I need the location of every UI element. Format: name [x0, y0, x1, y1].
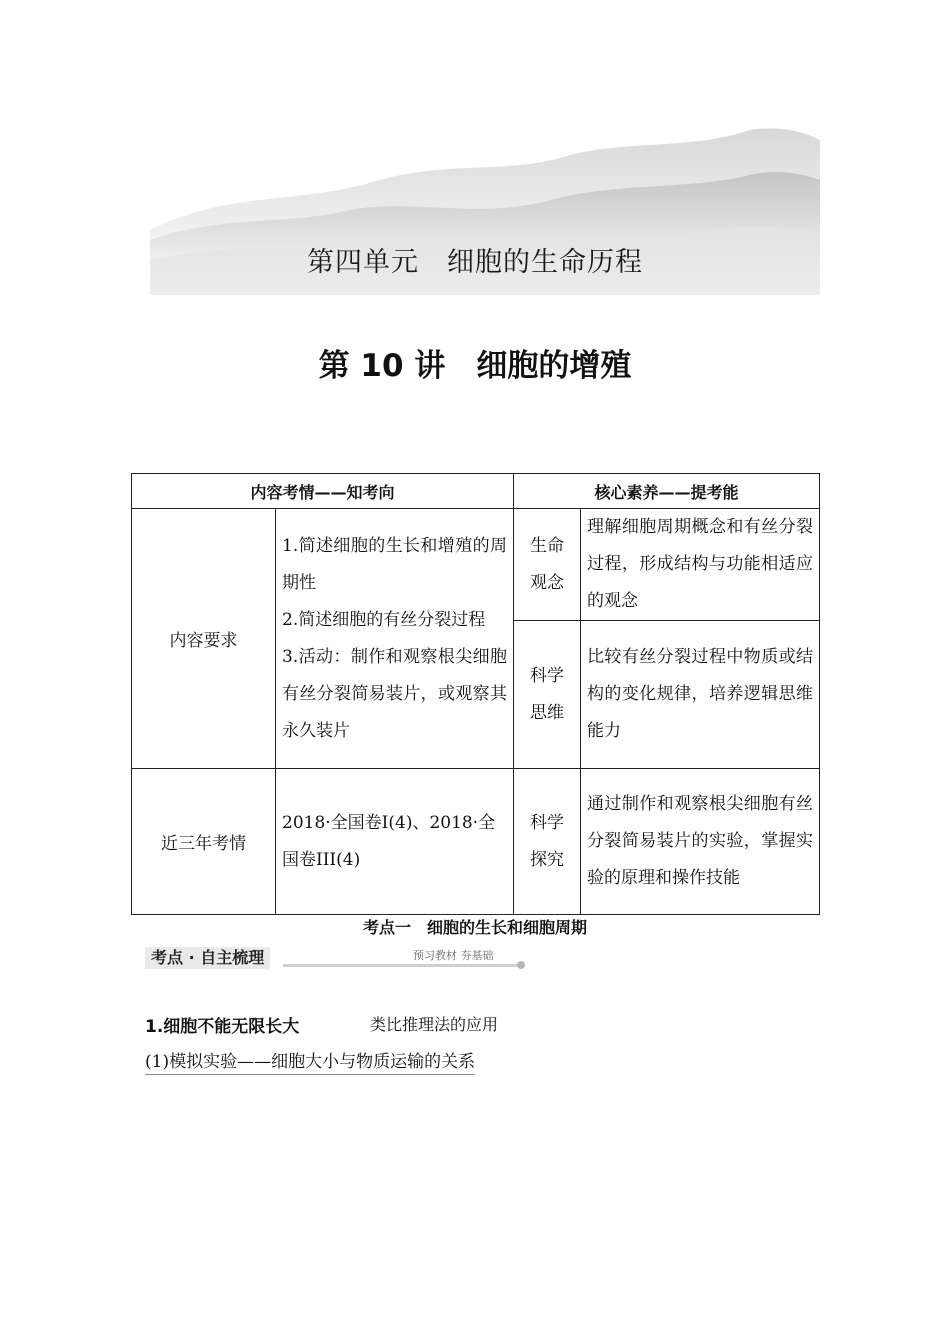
- recent-exams-text: 2018·全国卷Ⅰ(4)、2018·全国卷III(4): [276, 769, 514, 915]
- self-study-label: 考点 · 自主梳理: [145, 947, 270, 969]
- paragraph-heading: [145, 1012, 499, 1037]
- self-study-bar: [143, 945, 527, 973]
- unit-title: 第四单元 细胞的生命历程: [307, 247, 643, 278]
- self-study-subtitle: 预习教材 夯基础: [413, 949, 494, 962]
- overview-table: [131, 473, 820, 915]
- literacy-desc-scientific-inquiry: 通过制作和观察根尖细胞有丝分裂简易装片的实验，掌握实验的原理和操作技能: [581, 769, 820, 915]
- bar-divider: [283, 964, 519, 967]
- table-header-literacy: 核心素养——提考能: [514, 474, 820, 509]
- row-label-recent-exams: 近三年考情: [132, 769, 276, 915]
- subheading-experiment: (1)模拟实验——细胞大小与物质运输的关系: [145, 1047, 475, 1075]
- literacy-name-life-concept: 生命 观念: [514, 509, 581, 621]
- requirements-text: 1.简述细胞的生长和增殖的周期性 2.简述细胞的有丝分裂过程 3.活动：制作和观察根尖细胞有丝分裂简易装片，或观察其永久装片: [276, 509, 514, 769]
- literacy-desc-scientific-thinking: 比较有丝分裂过程中物质或结构的变化规律，培养逻辑思维能力: [581, 621, 820, 769]
- literacy-name-scientific-thinking: 科学 思维: [514, 621, 581, 769]
- literacy-desc-life-concept: 理解细胞周期概念和有丝分裂过程，形成结构与功能相适应的观念: [581, 509, 820, 621]
- paragraph-heading-text: 1.细胞不能无限长大: [145, 1017, 300, 1037]
- margin-note: 类比推理法的应用: [370, 1015, 499, 1034]
- bar-end-dot: [517, 961, 525, 969]
- literacy-name-scientific-inquiry: 科学 探究: [514, 769, 581, 915]
- lecture-title: 第 10 讲 细胞的增殖: [318, 348, 632, 384]
- section-title: 考点一 细胞的生长和细胞周期: [362, 918, 587, 937]
- row-label-requirements: 内容要求: [132, 509, 276, 769]
- table-header-content: 内容考情——知考向: [132, 474, 514, 509]
